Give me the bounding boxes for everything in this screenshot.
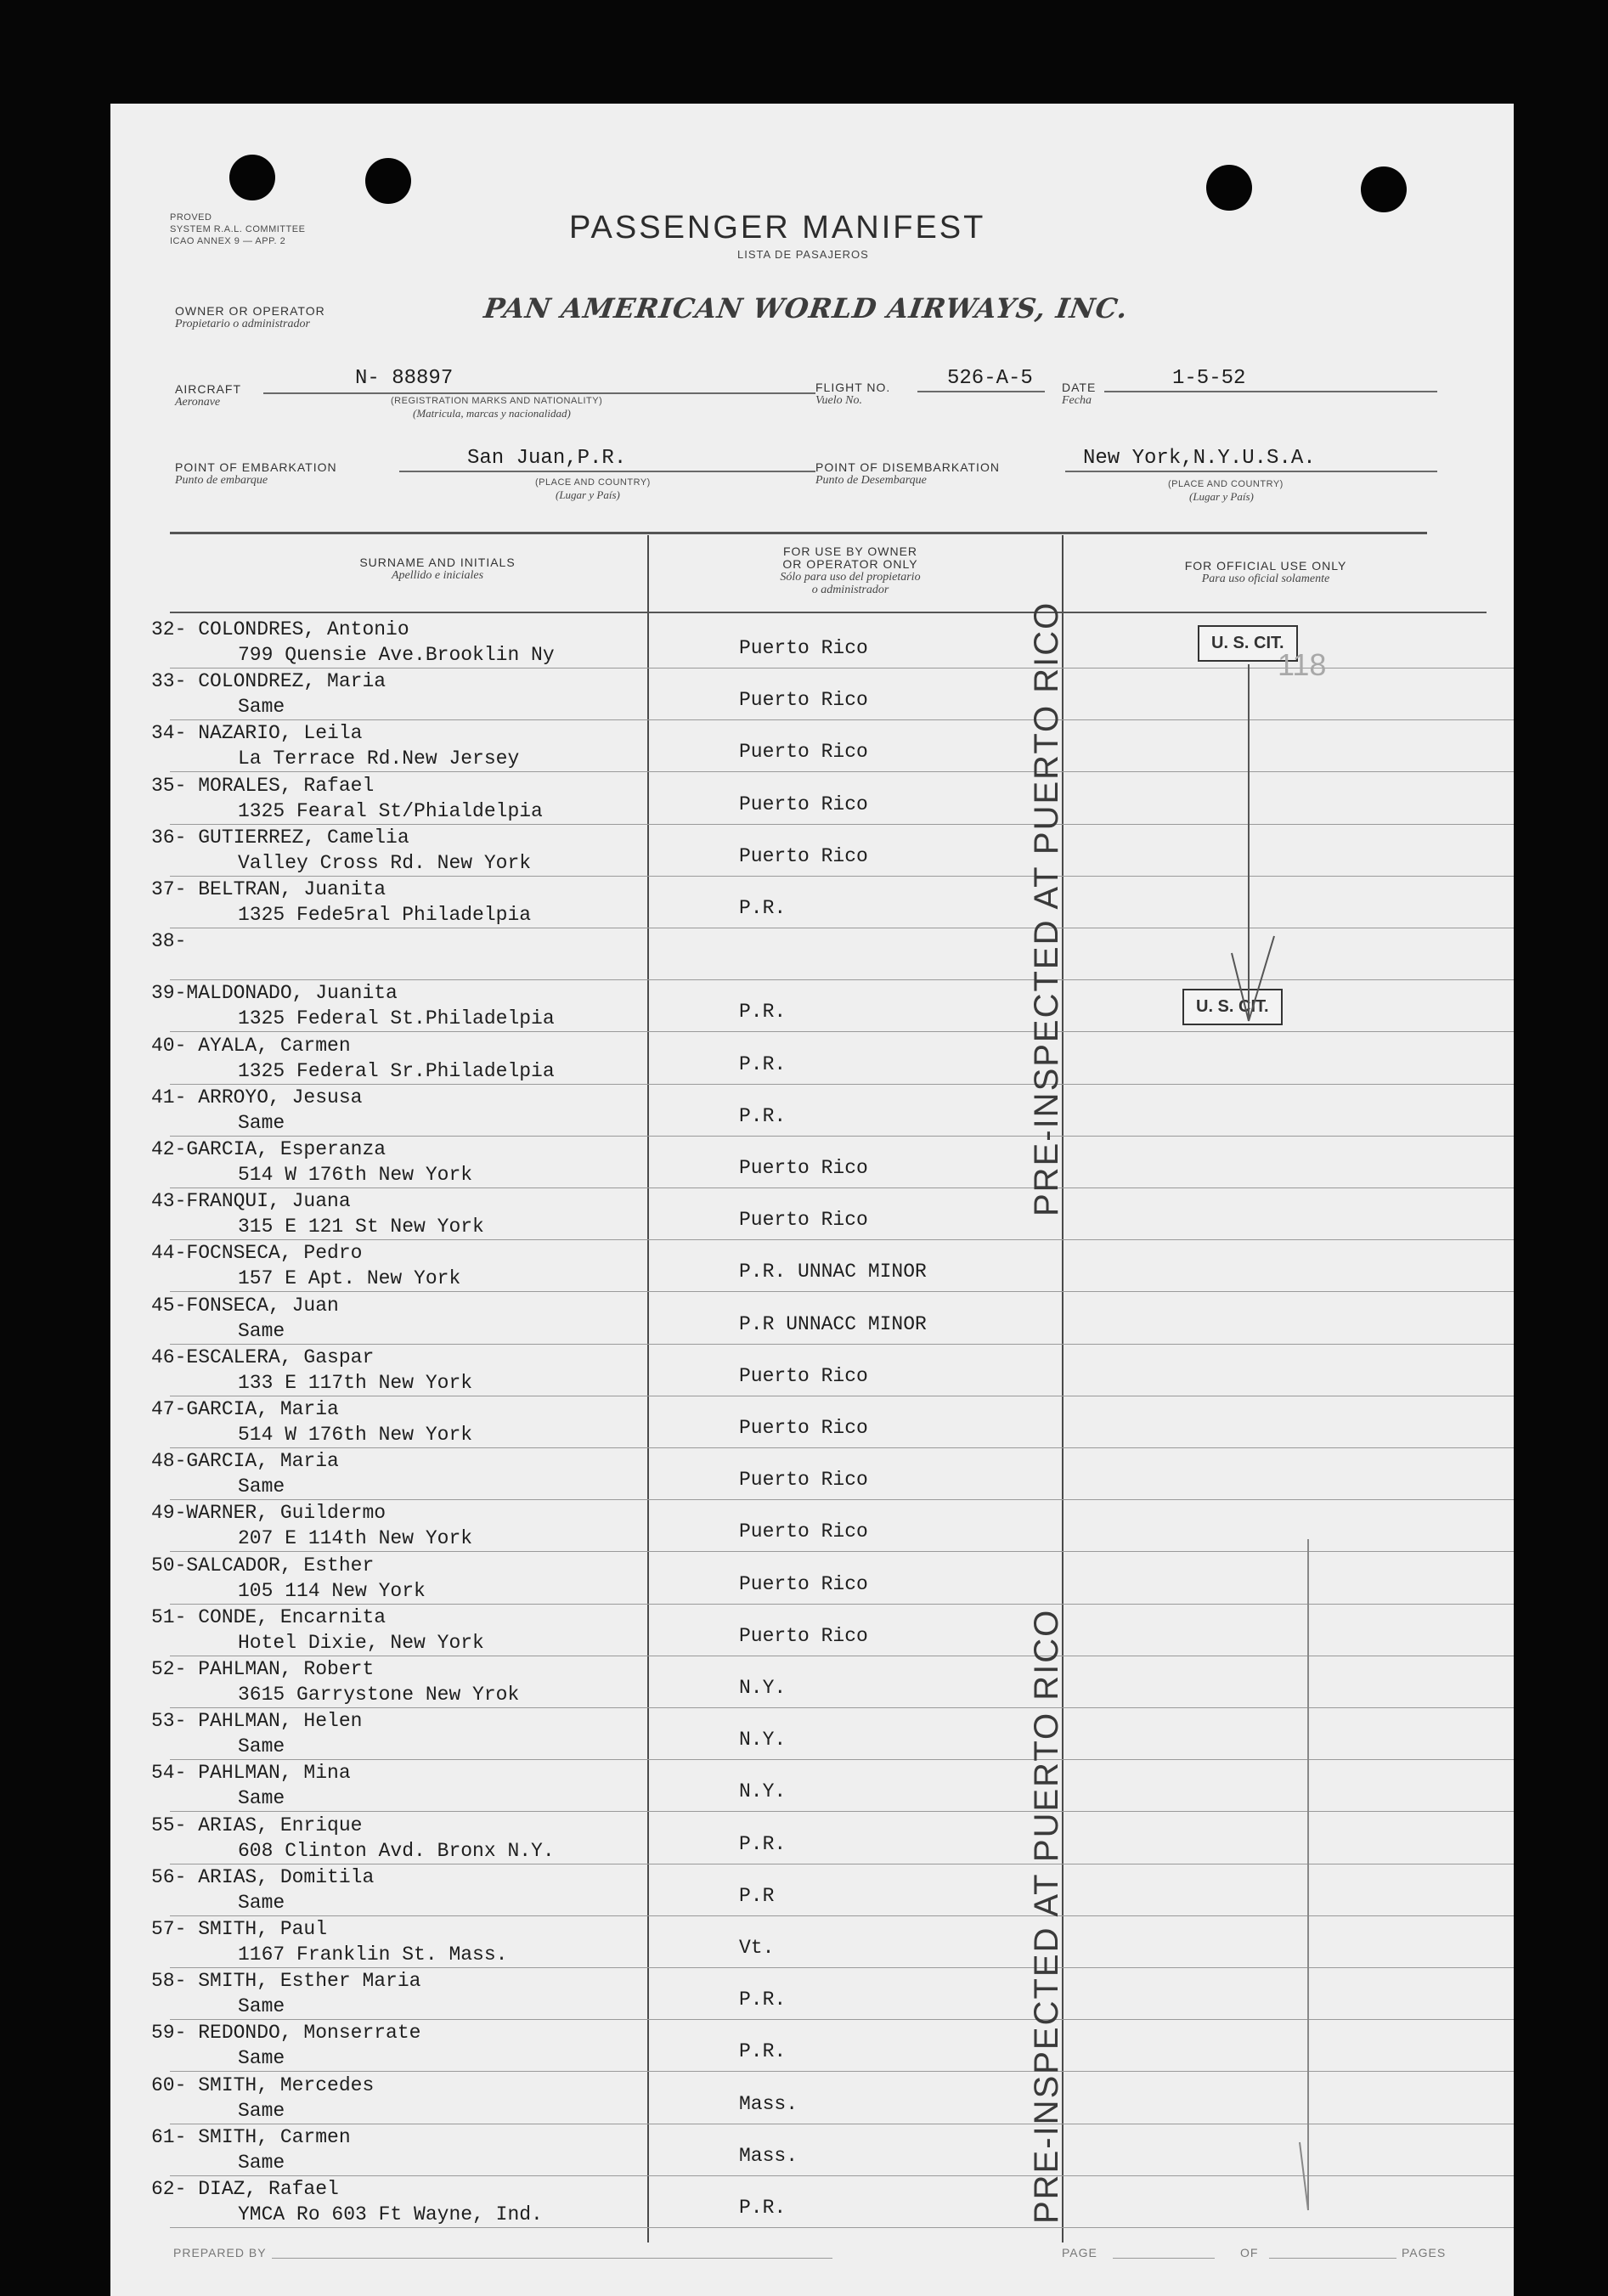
flight-label: FLIGHT NO. (815, 381, 891, 394)
operator-note: Puerto Rico (739, 741, 868, 764)
aircraft-label-es: Aeronave (175, 396, 221, 409)
passenger-address: Same (238, 1475, 285, 1498)
operator-note: Puerto Rico (739, 1624, 868, 1647)
flight-label-es: Vuelo No. (815, 394, 862, 407)
operator-note: P.R UNNACC MINOR (739, 1312, 927, 1335)
aircraft-value: N- 88897 (355, 367, 454, 390)
col1-header (170, 556, 705, 583)
passenger-address: Same (238, 2099, 285, 2122)
operator-note: Mass. (739, 2092, 798, 2115)
passenger-name: 42-GARCIA, Esperanza (151, 1138, 386, 1160)
place-note-es: (Lugar y País) (1189, 490, 1254, 503)
passenger-address: Same (238, 1995, 285, 2018)
operator-note: Puerto Rico (739, 844, 868, 867)
footer-prepared-line (272, 2258, 832, 2259)
passenger-address: 315 E 121 St New York (238, 1216, 484, 1238)
passenger-address: 1325 Federal Sr.Philadelpia (238, 1059, 555, 1082)
operator-note: P.R (739, 1884, 775, 1907)
passenger-name: 33- COLONDREZ, Maria (151, 670, 386, 693)
form-title: PASSENGER MANIFEST (569, 210, 986, 245)
form-subtitle: LISTA DE PASAJEROS (737, 248, 869, 261)
manifest-sheet (110, 104, 1514, 2296)
registration-note: (REGISTRATION MARKS AND NATIONALITY) (391, 396, 603, 406)
approval-line: PROVED (170, 212, 212, 223)
passenger-name: 49-WARNER, Guildermo (151, 1502, 386, 1525)
passenger-name: 48-GARCIA, Maria (151, 1450, 339, 1473)
col1-title: SURNAME AND INITIALS (359, 556, 516, 569)
passenger-address: 1325 Federal St.Philadelpia (238, 1007, 555, 1030)
official-bracket-mark (1172, 613, 1342, 2270)
preinspected-stamp: PRE-INSPECTED AT PUERTO RICO (1028, 601, 1065, 1216)
col2-header (651, 545, 1050, 596)
passenger-name: 34- NAZARIO, Leila (151, 722, 363, 745)
passenger-address: 133 E 117th New York (238, 1371, 473, 1394)
passenger-name: 53- PAHLMAN, Helen (151, 1710, 363, 1733)
operator-note: P.R. (739, 2040, 787, 2063)
operator-note: P.R. (739, 897, 787, 919)
passenger-name: 61- SMITH, Carmen (151, 2125, 351, 2148)
operator-note: P.R. (739, 1104, 787, 1127)
punch-hole (1361, 166, 1407, 212)
operator-note: Puerto Rico (739, 689, 868, 712)
place-note: (PLACE AND COUNTRY) (535, 477, 651, 488)
passenger-address: Same (238, 1891, 285, 1914)
operator-note: Puerto Rico (739, 1469, 868, 1492)
approval-line: ICAO ANNEX 9 — APP. 2 (170, 236, 286, 246)
col2-title-es-2: o administrador (811, 584, 889, 596)
embark-label-es: Punto de embarque (175, 474, 268, 487)
passenger-name: 46-ESCALERA, Gaspar (151, 1345, 375, 1368)
passenger-name: 51- CONDE, Encarnita (151, 1605, 386, 1628)
owner-label: OWNER OR OPERATOR (175, 304, 325, 318)
operator-note: Mass. (739, 2144, 798, 2167)
passenger-name: 32- COLONDRES, Antonio (151, 618, 409, 640)
footer-page: PAGE (1062, 2246, 1097, 2259)
place-note: (PLACE AND COUNTRY) (1168, 479, 1284, 489)
date-value: 1-5-52 (1172, 367, 1246, 390)
approval-line: SYSTEM R.A.L. COMMITTEE (170, 224, 306, 234)
owner-label-es: Propietario o administrador (175, 318, 310, 330)
col3-title: FOR OFFICIAL USE ONLY (1184, 559, 1347, 573)
punch-hole (229, 155, 275, 200)
col1-title-es: Apellido e iniciales (391, 569, 484, 582)
footer-page-line (1113, 2258, 1215, 2259)
passenger-name: 47-GARCIA, Maria (151, 1398, 339, 1420)
disembark-value: New York,N.Y.U.S.A. (1083, 447, 1316, 470)
col3-title-es: Para uso oficial solamente (1201, 573, 1330, 585)
passenger-address: Same (238, 1319, 285, 1342)
footer-of: OF (1240, 2246, 1259, 2259)
date-label-es: Fecha (1062, 394, 1092, 407)
col2-title-1: FOR USE BY OWNER (782, 544, 918, 558)
operator-note: P.R. (739, 2197, 787, 2219)
disembark-label-es: Punto de Desembarque (815, 474, 927, 487)
passenger-name: 44-FOCNSECA, Pedro (151, 1242, 363, 1265)
preinspected-stamp: PRE-INSPECTED AT PUERTO RICO (1028, 1608, 1065, 2224)
operator-note: P.R. (739, 1001, 787, 1024)
passenger-address: YMCA Ro 603 Ft Wayne, Ind. (238, 2203, 543, 2225)
owner-value: PAN AMERICAN WORLD AIRWAYS, INC. (482, 292, 1131, 324)
passenger-name: 58- SMITH, Esther Maria (151, 1970, 421, 1993)
passenger-address: 799 Quensie Ave.Brooklin Ny (238, 644, 555, 666)
operator-note: Puerto Rico (739, 1157, 868, 1179)
passenger-address: Same (238, 1111, 285, 1134)
passenger-address: Valley Cross Rd. New York (238, 851, 532, 874)
passenger-address: 1325 Fede5ral Philadelpia (238, 904, 532, 926)
col3-header (1062, 559, 1470, 586)
passenger-name: 36- GUTIERREZ, Camelia (151, 826, 409, 849)
operator-note: P.R. UNNAC MINOR (739, 1261, 927, 1283)
passenger-name: 57- SMITH, Paul (151, 1918, 328, 1940)
passenger-address: La Terrace Rd.New Jersey (238, 747, 520, 770)
passenger-address: Same (238, 2151, 285, 2174)
operator-note: Puerto Rico (739, 793, 868, 815)
operator-note: Puerto Rico (739, 1417, 868, 1439)
footer-prepared: PREPARED BY (173, 2246, 267, 2259)
operator-note: P.R. (739, 1052, 787, 1075)
passenger-address: Same (238, 1735, 285, 1758)
passenger-address: 1167 Franklin St. Mass. (238, 1943, 508, 1966)
footer-of-line (1269, 2258, 1396, 2259)
passenger-address: Same (238, 2047, 285, 2070)
footer-pages: PAGES (1402, 2246, 1447, 2259)
passenger-name: 62- DIAZ, Rafael (151, 2178, 339, 2200)
passenger-address: 157 E Apt. New York (238, 1267, 461, 1290)
date-label: DATE (1062, 381, 1097, 394)
col2-title-2: OR OPERATOR ONLY (782, 557, 918, 571)
us-cit-stamp: U. S. CIT. (1198, 625, 1298, 662)
passenger-name: 39-MALDONADO, Juanita (151, 982, 398, 1005)
us-cit-stamp: U. S. CIT. (1182, 989, 1283, 1025)
embark-underline (399, 471, 815, 472)
operator-note: Puerto Rico (739, 1364, 868, 1387)
aircraft-label: AIRCRAFT (175, 382, 241, 396)
passenger-name: 38- (151, 930, 187, 953)
passenger-address: 514 W 176th New York (238, 1164, 473, 1186)
flight-underline (917, 391, 1045, 392)
aircraft-underline (263, 392, 815, 394)
flight-value: 526-A-5 (947, 367, 1033, 390)
passenger-address: Same (238, 696, 285, 719)
passenger-address: Hotel Dixie, New York (238, 1631, 484, 1654)
passenger-name: 50-SALCADOR, Esther (151, 1554, 375, 1577)
passenger-address: 514 W 176th New York (238, 1424, 473, 1446)
passenger-name: 52- PAHLMAN, Robert (151, 1658, 375, 1680)
passenger-address: 3615 Garrystone New Yrok (238, 1684, 520, 1706)
passenger-address: 1325 Fearal St/Phialdelpia (238, 799, 543, 822)
passenger-name: 45-FONSECA, Juan (151, 1294, 339, 1317)
punch-hole (1206, 165, 1252, 211)
passenger-address: 207 E 114th New York (238, 1527, 473, 1550)
punch-hole (365, 158, 411, 204)
disembark-underline (1065, 471, 1437, 472)
header-separator (170, 532, 1427, 534)
col2-title-es-1: Sólo para uso del propietario (780, 571, 921, 584)
registration-note-es: (Matricula, marcas y nacionalidad) (413, 407, 571, 420)
passenger-name: 59- REDONDO, Monserrate (151, 2022, 421, 2045)
passenger-name: 37- BELTRAN, Juanita (151, 878, 386, 900)
embark-label: POINT OF EMBARKATION (175, 460, 337, 474)
passenger-name: 41- ARROYO, Jesusa (151, 1086, 363, 1109)
disembark-label: POINT OF DISEMBARKATION (815, 460, 1000, 474)
operator-note: N.Y. (739, 1729, 787, 1752)
operator-note: Puerto Rico (739, 637, 868, 659)
passenger-name: 54- PAHLMAN, Mina (151, 1762, 351, 1785)
passenger-name: 43-FRANQUI, Juana (151, 1190, 351, 1213)
operator-note: Puerto Rico (739, 1209, 868, 1232)
passenger-address: 608 Clinton Avd. Bronx N.Y. (238, 1839, 555, 1862)
date-underline (1104, 391, 1437, 392)
operator-note: P.R. (739, 1989, 787, 2011)
operator-note: N.Y. (739, 1780, 787, 1803)
passenger-name: 35- MORALES, Rafael (151, 774, 375, 797)
operator-note: Puerto Rico (739, 1572, 868, 1595)
stamp-number: 118 (1278, 647, 1327, 682)
place-note-es: (Lugar y País) (556, 488, 620, 501)
passenger-address: Same (238, 1787, 285, 1810)
embark-value: San Juan,P.R. (467, 447, 627, 470)
passenger-name: 55- ARIAS, Enrique (151, 1814, 363, 1836)
operator-note: N.Y. (739, 1677, 787, 1699)
operator-note: P.R. (739, 1832, 787, 1855)
operator-note: Vt. (739, 1937, 775, 1959)
operator-note: Puerto Rico (739, 1520, 868, 1543)
passenger-address: 105 114 New York (238, 1579, 426, 1602)
passenger-name: 56- ARIAS, Domitila (151, 1865, 375, 1888)
passenger-name: 40- AYALA, Carmen (151, 1034, 351, 1057)
passenger-name: 60- SMITH, Mercedes (151, 2073, 375, 2096)
